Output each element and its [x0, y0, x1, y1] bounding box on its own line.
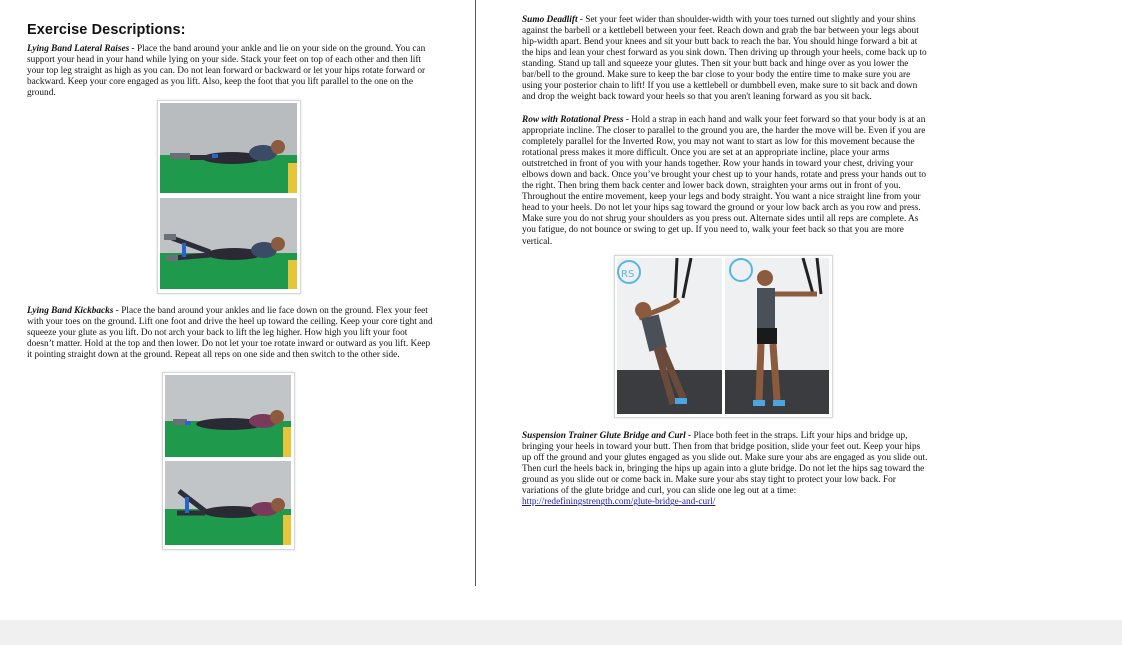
exercise-text: Place both feet in the straps. Lift your hips and bridge up, bringing your heels in toward your butt. Then from that bridge position, slide your feet out. Keep your hips up off the ground and your glutes engaged as you slide out. Make sure your abs are engaged as you slide out. Then curl the heels back in, bringing the hips up again into a glute bridge. Do not let the hips sag toward the ground as you slide out or come back in. Make sure your abs stay tight to protect your low back. For variations of the glute bridge and curl, you can slide one leg out at a time: [522, 431, 928, 497]
exercise-text: Place the band around your ankles and lie face down on the ground. Flex your feet with your toes on the ground. Lift one foot and drive the heel up toward the ceiling. Keep your core tight and squeeze your glute as you lift. Do not arch your back to lift the leg higher. How high you lift your foot doesn’t matter. Hold at the top and then lower. Do not let your toe rotate inward or outward as you lift. Keep it pointing straight down at the ground. Repeat all reps on one side and then switch to the other side. [27, 306, 433, 361]
lateral-raises-photo-top [160, 103, 297, 193]
exercise-name: Lying Band Lateral Raises - [27, 44, 137, 54]
exercise-glute-bridge-curl [522, 431, 928, 508]
column-divider [475, 0, 476, 586]
kickbacks-photo-top [165, 375, 291, 457]
exercise-text: Set your feet wider than shoulder-width with your toes turned out slightly and your shins against the barbell or a kettlebell between your feet. Reach down and grab the bar between your legs about hip-width apart. Bend your knees and sit your butt back to reach the bar. You should hinge forward a bit at the hips and lean your chest forward as you sink down. Then driving up through your heels, come back up to standing. Stand up tall and squeeze your glutes. Then sit your butt back and hinge over as you lower the bar/bell to the ground. Make sure to keep the bar close to your body the entire time to make sure you are using your posterior chain to lift! If you use a kettlebell or dumbbell even, make sure to sit back and down and drop the weight back toward your heels so that you aren't leaning forward as you sit back. [522, 15, 927, 103]
lateral-raises-photo-bottom [160, 198, 297, 289]
row-press-photo-right [725, 258, 829, 414]
left-column [27, 0, 433, 361]
gym-logo-text: RS [621, 269, 635, 280]
exercise-text: Hold a strap in each hand and walk your feet forward so that your body is at an appropriate incline. The closer to parallel to the ground you are, the harder the move will be. Even if you are completely parallel for the Inverted Row, you may not want to start as low for this movement because the rotational press makes it more difficult. Once you are set at an appropriate incline, place your arms outstretched in front of you with your hands together. Row your hands in toward your chest, driving your elbows down and back. Once you’ve brought your chest up to your hands, rotate and press your hands out to the right. Then bring them back center and lower back down, straighten your arms out in front of you. Throughout the entire movement, keep your legs and body straight. You want a nice straight line from your head to your heels. Do not let your hips sag toward the ground or your low back arch as you row and press. Make sure you do not shrug your shoulders as you press out. Alternate sides until all reps are complete. As you fatigue, do not bounce or swing to get up. If you need to, walk your feet back so that you are more vertical. [522, 115, 927, 247]
bottom-bar [0, 620, 1122, 645]
row-press-photo-left [617, 258, 722, 414]
exercise-row-rotational-press [522, 115, 928, 248]
exercise-name: Row with Rotational Press - [522, 115, 632, 125]
exercise-name: Suspension Trainer Glute Bridge and Curl - [522, 431, 694, 441]
exercise-lateral-raises [27, 44, 433, 99]
exercise-sumo-deadlift [522, 15, 928, 103]
exercise-text: Place the band around your ankle and lie on your side on the ground. You can support your head in your hand while lying on your side. Stack your feet on top of each other and then lift your top leg straight as high as you can. Do not lean forward or backward or let your hips rotate forward or backward. Keep your core engaged as you lift. Also, keep the foot that you lift parallel to the one on the ground. [27, 44, 426, 99]
glute-bridge-link[interactable]: http://redefiningstrength.com/glute-bridge-and-curl/ [522, 497, 716, 508]
exercise-name: Lying Band Kickbacks - [27, 306, 122, 316]
section-title: Exercise Descriptions: [27, 22, 186, 38]
kickbacks-photo-bottom [165, 461, 291, 545]
exercise-kickbacks [27, 306, 433, 361]
exercise-name: Sumo Deadlift - [522, 15, 586, 25]
